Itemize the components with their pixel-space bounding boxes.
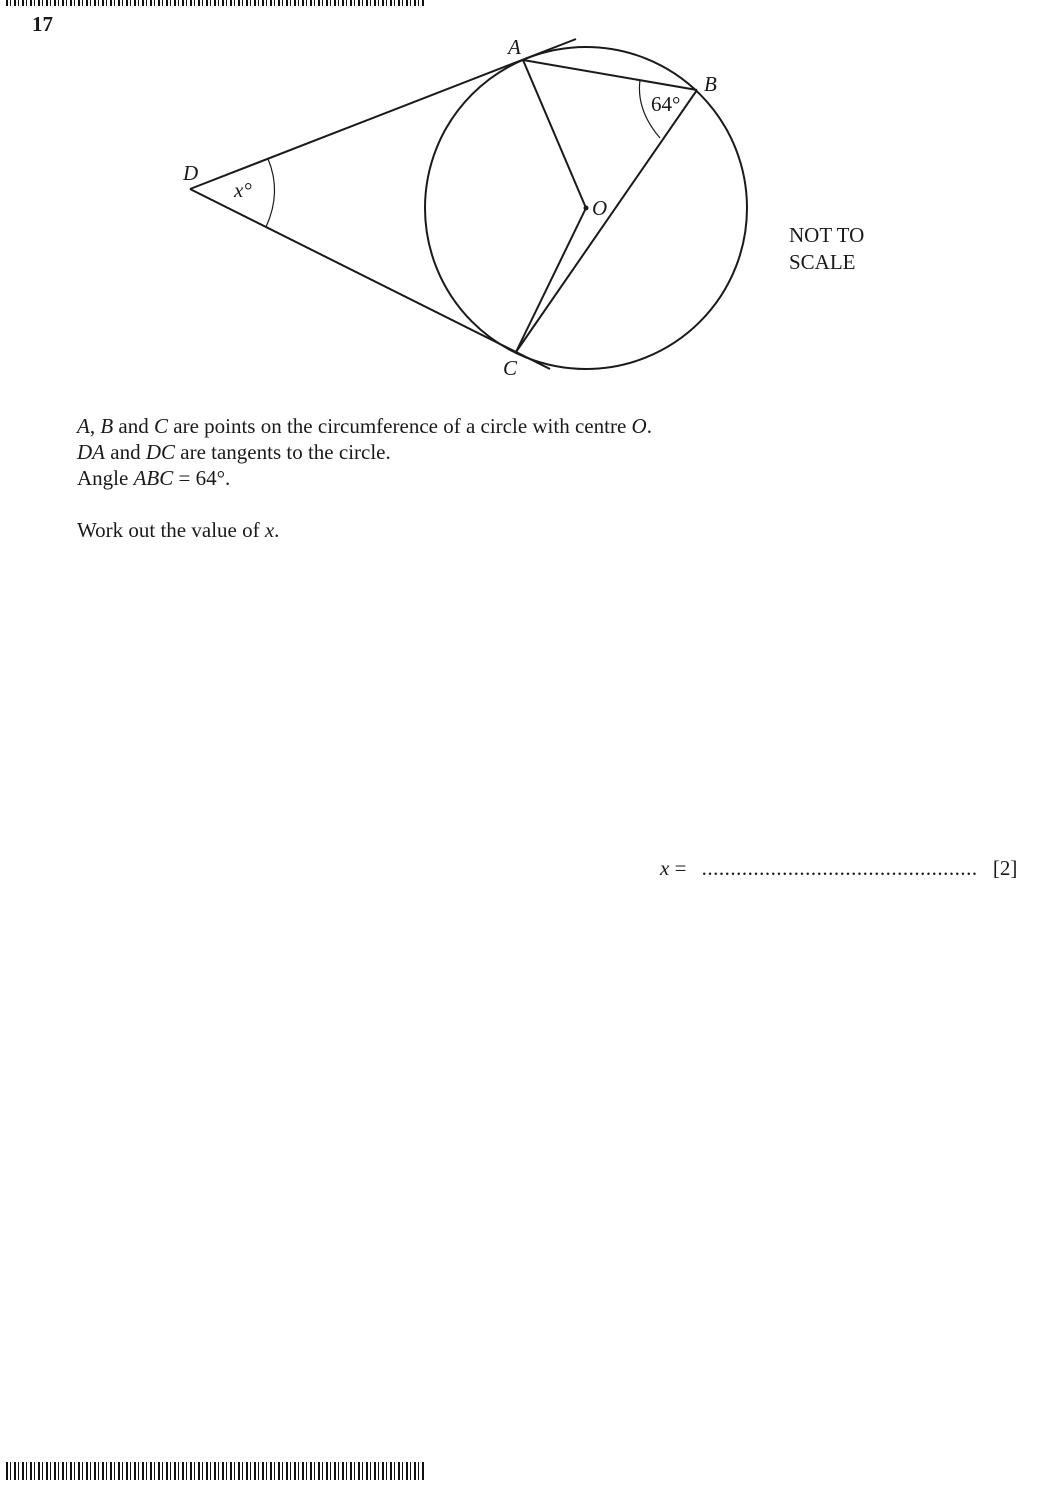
tangent-da — [190, 39, 576, 189]
marks: [2] — [992, 856, 1018, 880]
label-b: B — [704, 72, 717, 96]
answer-line[interactable] — [660, 856, 1017, 881]
radius-oa — [523, 60, 586, 208]
label-angle-d: x° — [234, 178, 252, 202]
label-o: O — [592, 196, 608, 220]
angle-arc-d — [266, 159, 275, 227]
answer-space[interactable]: ................................................ — [701, 856, 978, 880]
radius-oc — [516, 208, 586, 352]
label-angle-b: 64° — [651, 92, 681, 116]
question-text — [77, 413, 652, 543]
label-d: D — [183, 161, 199, 185]
centre-point — [584, 206, 589, 211]
barcode-bottom — [6, 1462, 426, 1480]
tangent-dc — [190, 189, 550, 369]
statement-angle: Angle ABC = 64°. — [77, 466, 231, 490]
label-a: A — [508, 35, 521, 59]
not-to-scale-note: NOT TO SCALE — [789, 223, 865, 274]
instruction: Work out the value of x. — [77, 518, 280, 542]
question-number: 17 — [32, 12, 53, 36]
circle-tangent-diagram — [0, 0, 1056, 400]
label-c: C — [503, 356, 518, 380]
answer-equals: = — [674, 856, 687, 880]
chord-ab — [523, 60, 697, 90]
statement-points: A, B and C are points on the circumference of a circle with centre O. — [77, 414, 652, 438]
chord-bc — [516, 90, 697, 352]
statement-tangents: DA and DC are tangents to the circle. — [77, 440, 391, 464]
answer-variable: x — [660, 856, 670, 880]
